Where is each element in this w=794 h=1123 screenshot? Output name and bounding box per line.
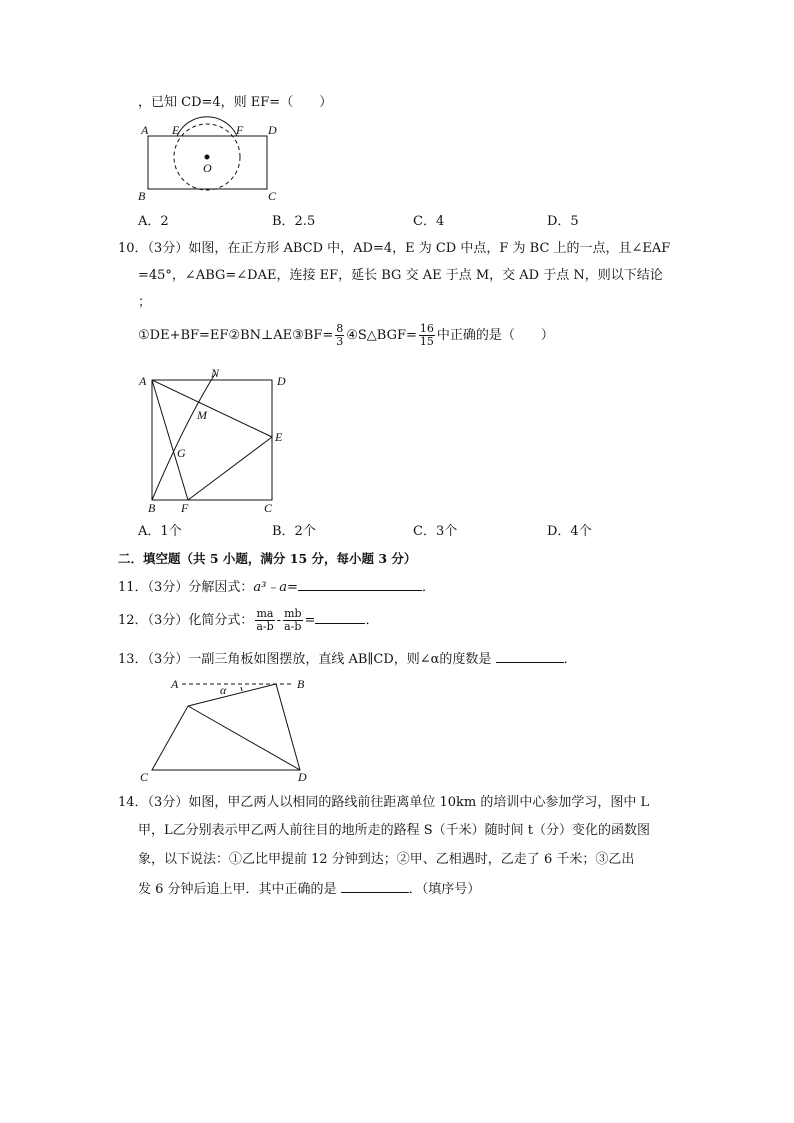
q13 [118, 650, 577, 669]
q10-line-ae [152, 380, 272, 437]
q9-label-f: F [236, 123, 244, 137]
q10-conclusion-3-prefix: ③BF= [292, 328, 334, 343]
q13-answer-blank[interactable] [496, 650, 564, 663]
q9-label-b: B [138, 189, 146, 203]
q14-line4 [138, 880, 480, 899]
q14-line4-suffix: ．（填序号） [408, 882, 481, 897]
q10-label-f: F [181, 501, 189, 515]
q10-conclusion-2: ②BN⊥AE [228, 328, 293, 343]
q10-line-af [152, 380, 188, 500]
q13-label-c: C [140, 770, 149, 784]
q10-option-d[interactable]: D．4个 [547, 524, 592, 539]
q9-center-dot [205, 155, 210, 160]
q9-arc [177, 117, 237, 136]
q9-option-c[interactable]: C．4 [413, 214, 445, 229]
q11-end: ． [421, 580, 435, 595]
q10-line2: =45°，∠ABG=∠DAE，连接 EF，延长 BG 交 AE 于点 M，交 AD 于点 N，则以下结论 [138, 268, 663, 283]
q10-label-b: B [148, 501, 156, 515]
q13-label-alpha: α [220, 683, 227, 697]
q12-fraction-1: $\frac{ma}{a-b}$ [256, 607, 274, 633]
q10-line3: ； [138, 295, 152, 310]
q11-prefix: 11．（3分）分解因式： [118, 580, 254, 595]
q10-label-d: D [277, 374, 286, 388]
q13-label-a: A [171, 677, 179, 691]
q10-label-n: N [211, 366, 220, 380]
q9-text: ，已知 CD=4，则 EF=（ ） [138, 95, 333, 110]
q11-expression: a³﹣a= [253, 580, 298, 595]
q13-label-d: D [298, 770, 307, 784]
q10-label-c: C [264, 501, 273, 515]
q10-conclusion-4-prefix: ④S△BGF= [346, 328, 417, 343]
q9-option-d[interactable]: D．5 [547, 214, 579, 229]
q12-equals: = [304, 613, 316, 628]
q11-answer-blank[interactable] [298, 578, 422, 591]
q9-label-c: C [268, 189, 277, 203]
q14-line4-prefix: 发 6 分钟后追上甲．其中正确的是 [138, 882, 337, 897]
q9-label-e: E [172, 123, 180, 137]
q10-conclusions [138, 320, 554, 352]
q9-label-o: O [203, 161, 212, 175]
q10-curve-bn [152, 374, 215, 500]
q12-fraction-2: $\frac{mb}{a-b}$ [284, 607, 302, 633]
q9-option-b[interactable]: B．2.5 [272, 214, 316, 229]
q10-option-b[interactable]: B．2个 [272, 524, 316, 539]
q10-label-m: M [197, 408, 207, 422]
q14-line1: 14．（3分）如图，甲乙两人以相同的路线前往距离单位 10km 的培训中心参加学习，图中 L [118, 795, 650, 810]
q13-figure [140, 672, 315, 784]
q9-label-d: D [268, 123, 277, 137]
section2-heading: 二．填空题（共 5 小题，满分 15 分，每小题 3 分） [118, 551, 417, 566]
q13-text: 13．（3分）一副三角板如图摆放，直线 AB∥CD，则∠α的度数是 [118, 652, 492, 667]
q13-angle-mark [241, 687, 242, 691]
q9-label-a: A [141, 123, 149, 137]
q10-label-a: A [139, 374, 147, 388]
q10-label-e: E [275, 430, 283, 444]
q10-conclusion-1: ①DE+BF=EF [138, 328, 229, 343]
q11 [118, 578, 435, 597]
q12-prefix: 12．（3分）化简分式： [118, 613, 254, 628]
q10-line1: 10．（3分）如图，在正方形 ABCD 中，AD=4，E 为 CD 中点，F 为 BC 上的一点，且∠EAF [118, 241, 671, 256]
q9-option-a[interactable]: A．2 [138, 214, 169, 229]
q12 [118, 604, 378, 638]
q10-line-ef [188, 437, 272, 500]
q10-fraction-8-3: $\frac{8}{3}$ [336, 322, 344, 348]
q13-label-b: B [297, 677, 305, 691]
q13-diagonal [188, 706, 300, 770]
q14-answer-blank[interactable] [341, 880, 409, 893]
q13-end: ． [563, 652, 577, 667]
q10-fraction-16-15: $\frac{16}{15}$ [419, 322, 434, 348]
q10-label-g: G [177, 446, 186, 460]
q10-option-c[interactable]: C．3个 [413, 524, 458, 539]
q12-end: ． [365, 613, 379, 628]
q14-line2: 甲，L乙分别表示甲乙两人前往目的地所走的路程 S（千米）随时间 t（分）变化的函数图 [138, 823, 651, 838]
q12-minus: - [276, 613, 282, 628]
q10-option-a[interactable]: A．1个 [138, 524, 182, 539]
q12-answer-blank[interactable] [315, 611, 365, 624]
q14-line3: 象，以下说法：①乙比甲提前 12 分钟到达；②甲、乙相遇时，乙走了 6 千米；③乙出 [138, 852, 635, 867]
q10-conclusion-suffix: 中正确的是（ ） [436, 328, 554, 343]
